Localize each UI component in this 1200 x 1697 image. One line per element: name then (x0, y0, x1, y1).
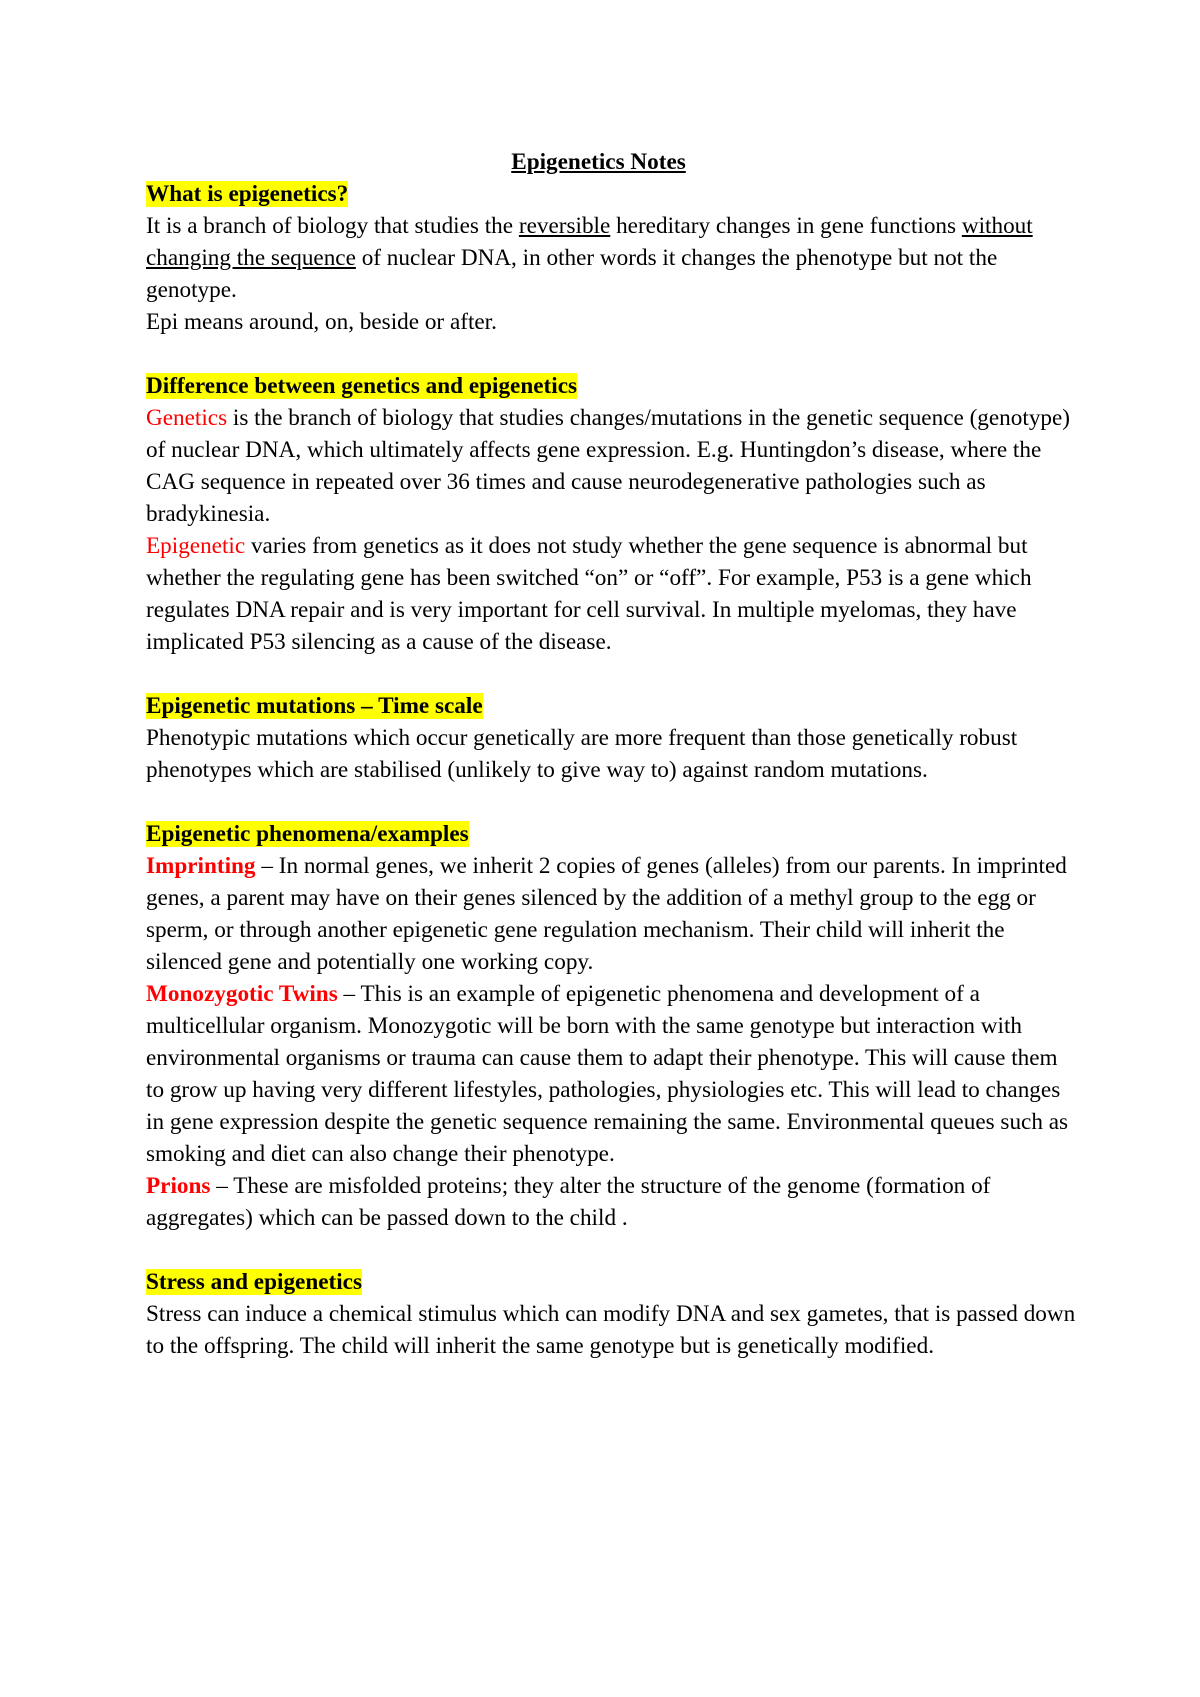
paragraph (146, 978, 1076, 1170)
section-heading-phenomena (146, 818, 1076, 850)
text-run: hereditary changes in gene functions (610, 213, 962, 239)
heading-text: What is epigenetics? (146, 181, 349, 207)
heading-text: Stress and epigenetics (146, 1269, 362, 1295)
term-epigenetic: Epigenetic (146, 533, 246, 559)
term-genetics: Genetics (146, 405, 228, 431)
text-run: – In normal genes, we inherit 2 copies of genes (alleles) from our parents. In imprinted genes, a parent may have on their genes silenced by the addition of a methyl group to the egg or sperm, or through another epigenetic gene regulation mechanism. Their child will inherit the silenced gene and potentially one working copy. (146, 853, 1067, 975)
spacer (146, 658, 1076, 690)
spacer (146, 786, 1076, 818)
heading-text: Difference between genetics and epigenetics (146, 373, 578, 399)
text-run: – This is an example of epigenetic phenomena and development of a multicellular organism. Monozygotic will be born with the same genotype but interaction with environmental organisms or trauma can cause them to adapt their phenotype. This will cause them to grow up having very different lifestyles, pathologies, physiologies etc. This will lead to changes in gene expression despite the genetic sequence remaining the same. Environmental queues such as smoking and diet can also change their phenotype. (146, 981, 1069, 1167)
paragraph (146, 1170, 1076, 1234)
spacer (146, 1234, 1076, 1266)
underlined-text: reversible (518, 213, 611, 239)
section-heading-stress (146, 1266, 1076, 1298)
term-prions: Prions (146, 1173, 211, 1199)
text-run: It is a branch of biology that studies the (146, 213, 519, 239)
paragraph (146, 850, 1076, 978)
section-heading-difference (146, 370, 1076, 402)
term-monozygotic-twins: Monozygotic Twins (146, 981, 338, 1007)
section-heading-time-scale (146, 690, 1076, 722)
paragraph (146, 402, 1076, 530)
paragraph: Epi means around, on, beside or after. (146, 309, 497, 335)
underlined-text: without changing the sequence (146, 213, 1033, 271)
paragraph (146, 530, 1076, 658)
section-heading-what-is (146, 178, 1076, 210)
paragraph: Stress can induce a chemical stimulus which can modify DNA and sex gametes, that is passed down to the offspring. The child will inherit the same genotype but is genetically modified. (146, 1301, 1076, 1359)
term-imprinting: Imprinting (146, 853, 256, 879)
text-run: varies from genetics as it does not study whether the gene sequence is abnormal but whether the regulating gene has been switched “on” or “off”. For example, P53 is a gene which regulates DNA repair and is very important for cell survival. In multiple myelomas, they have implicated P53 silencing as a cause of the disease. (146, 533, 1032, 655)
paragraph (146, 210, 1076, 306)
paragraph: Phenotypic mutations which occur genetically are more frequent than those genetically robust phenotypes which are stabilised (unlikely to give way to) against random mutations. (146, 725, 1018, 783)
heading-text: Epigenetic mutations – Time scale (146, 693, 483, 719)
spacer (146, 338, 1076, 370)
text-run: of nuclear DNA, in other words it changes the phenotype but not the genotype. (146, 245, 998, 303)
document-page (146, 146, 1076, 1362)
text-run: is the branch of biology that studies changes/mutations in the genetic sequence (genotype) of nuclear DNA, which ultimately affects gene expression. E.g. Huntingdon’s disease, where the CAG sequence in repeated over 36 times and cause neurodegenerative pathologies such as bradykinesia. (146, 405, 1071, 527)
document-title: Epigenetics Notes (511, 149, 686, 175)
heading-text: Epigenetic phenomena/examples (146, 821, 469, 847)
text-run: – These are misfolded proteins; they alter the structure of the genome (formation of aggregates) which can be passed down to the child . (146, 1173, 991, 1231)
